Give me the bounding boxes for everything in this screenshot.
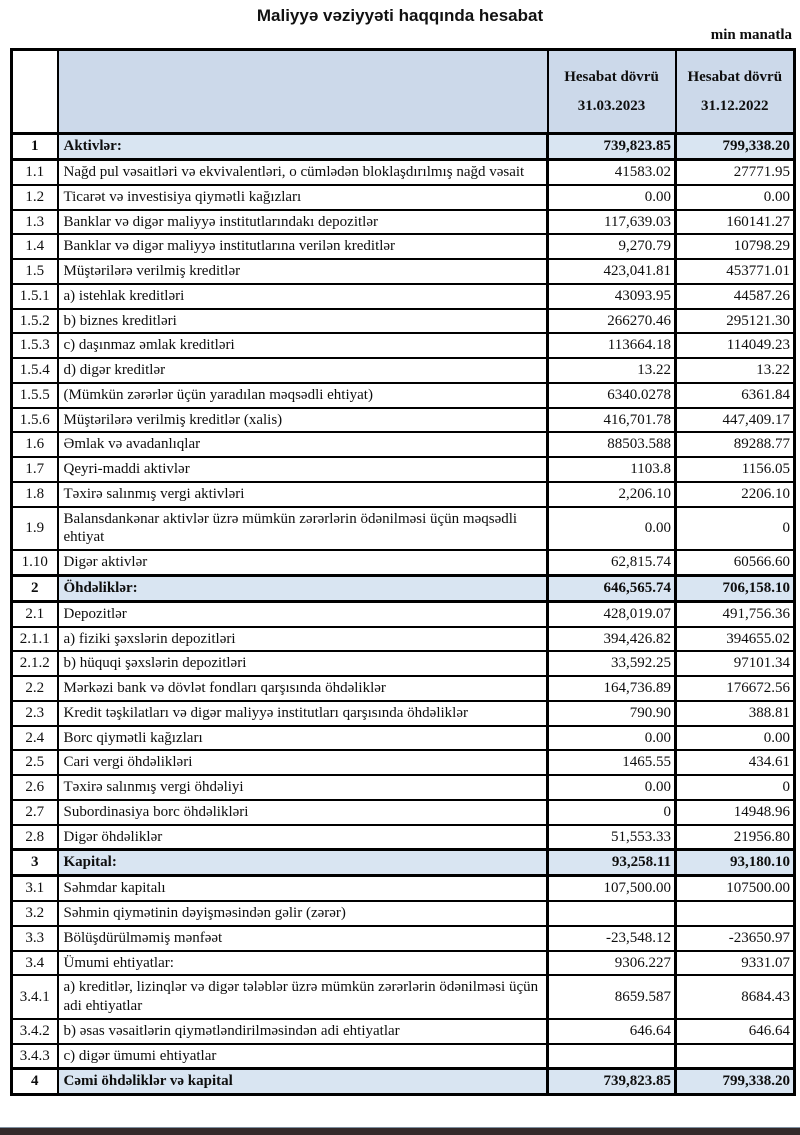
value-2023: 9,270.79 bbox=[548, 234, 676, 259]
row-label: b) əsas vəsaitlərin qiymətləndirilməsindən adi ehtiyatlar bbox=[58, 1019, 548, 1044]
value-2022: 2206.10 bbox=[676, 482, 795, 507]
row-number: 2.2 bbox=[12, 676, 58, 701]
value-2023: 62,815.74 bbox=[548, 550, 676, 575]
row-label: Səhmin qiymətinin dəyişməsindən gəlir (zərər) bbox=[58, 901, 548, 926]
table-row bbox=[12, 926, 795, 951]
value-2022: 89288.77 bbox=[676, 432, 795, 457]
value-2023: 739,823.85 bbox=[548, 1069, 676, 1095]
value-2023: 9306.227 bbox=[548, 951, 676, 976]
row-label: Qeyri-maddi aktivlər bbox=[58, 457, 548, 482]
page-bottom-edge bbox=[0, 1127, 800, 1135]
value-2022: 21956.80 bbox=[676, 825, 795, 850]
corner-cell bbox=[12, 50, 58, 134]
value-2023: 0.00 bbox=[548, 726, 676, 751]
value-2022: 14948.96 bbox=[676, 800, 795, 825]
value-2023: 113664.18 bbox=[548, 333, 676, 358]
row-number: 2.7 bbox=[12, 800, 58, 825]
row-label: Nağd pul vəsaitləri və ekvivalentləri, o cümlədən bloklaşdırılmış nağd vəsait bbox=[58, 160, 548, 185]
row-label: Depozitlər bbox=[58, 601, 548, 626]
row-number: 2.1.2 bbox=[12, 651, 58, 676]
column-header-period-2022 bbox=[676, 50, 795, 134]
row-number: 2.5 bbox=[12, 750, 58, 775]
value-2022 bbox=[676, 901, 795, 926]
value-2023: 423,041.81 bbox=[548, 259, 676, 284]
row-number: 2.4 bbox=[12, 726, 58, 751]
table-row bbox=[12, 676, 795, 701]
row-number: 4 bbox=[12, 1069, 58, 1095]
value-2023: 2,206.10 bbox=[548, 482, 676, 507]
value-2023 bbox=[548, 901, 676, 926]
table-row bbox=[12, 951, 795, 976]
row-number: 2.6 bbox=[12, 775, 58, 800]
row-label: a) fiziki şəxslərin depozitləri bbox=[58, 627, 548, 652]
table-row bbox=[12, 408, 795, 433]
row-label: Mərkəzi bank və dövlət fondları qarşısında öhdəliklər bbox=[58, 676, 548, 701]
table-body bbox=[12, 134, 795, 1095]
value-2022 bbox=[676, 1044, 795, 1069]
header-row bbox=[12, 50, 795, 134]
value-2022: 6361.84 bbox=[676, 383, 795, 408]
value-2022: 447,409.17 bbox=[676, 408, 795, 433]
row-number: 3.4.2 bbox=[12, 1019, 58, 1044]
value-2023: 394,426.82 bbox=[548, 627, 676, 652]
value-2023: 646.64 bbox=[548, 1019, 676, 1044]
value-2022: 107500.00 bbox=[676, 876, 795, 901]
row-number: 1.5 bbox=[12, 259, 58, 284]
row-number: 1.5.3 bbox=[12, 333, 58, 358]
table-row bbox=[12, 701, 795, 726]
row-number: 1.5.5 bbox=[12, 383, 58, 408]
row-label: a) istehlak kreditləri bbox=[58, 284, 548, 309]
row-label: Digər aktivlər bbox=[58, 550, 548, 575]
row-number: 3 bbox=[12, 850, 58, 876]
value-2023: 8659.587 bbox=[548, 975, 676, 1019]
value-2022: 646.64 bbox=[676, 1019, 795, 1044]
page-title: Maliyyə vəziyyəti haqqında hesabat bbox=[256, 6, 544, 25]
value-2022: 10798.29 bbox=[676, 234, 795, 259]
table-row bbox=[12, 309, 795, 334]
table-row bbox=[12, 901, 795, 926]
row-label: Balansdankənar aktivlər üzrə mümkün zərərlərin ödənilməsi üçün məqsədli ehtiyat bbox=[58, 507, 548, 551]
value-2022: 799,338.20 bbox=[676, 134, 795, 160]
row-label: Kapital: bbox=[58, 850, 548, 876]
value-2022: 27771.95 bbox=[676, 160, 795, 185]
row-number: 3.2 bbox=[12, 901, 58, 926]
value-2022: 0.00 bbox=[676, 726, 795, 751]
value-2022: 176672.56 bbox=[676, 676, 795, 701]
row-number: 1.9 bbox=[12, 507, 58, 551]
row-label: Ümumi ehtiyatlar: bbox=[58, 951, 548, 976]
unit-note: min manatla bbox=[710, 27, 792, 43]
row-number: 1.6 bbox=[12, 432, 58, 457]
value-2022: 799,338.20 bbox=[676, 1069, 795, 1095]
table-row bbox=[12, 550, 795, 575]
row-label: Müştərilərə verilmiş kreditlər bbox=[58, 259, 548, 284]
row-label: Subordinasiya borc öhdəlikləri bbox=[58, 800, 548, 825]
value-2022: 97101.34 bbox=[676, 651, 795, 676]
value-2022: 491,756.36 bbox=[676, 601, 795, 626]
column-header-period-2023 bbox=[548, 50, 676, 134]
row-number: 1.5.4 bbox=[12, 358, 58, 383]
value-2022: 13.22 bbox=[676, 358, 795, 383]
description-header-cell bbox=[58, 50, 548, 134]
financial-position-table bbox=[10, 48, 796, 1096]
table-row bbox=[12, 482, 795, 507]
value-2022: 8684.43 bbox=[676, 975, 795, 1019]
row-number: 1.5.6 bbox=[12, 408, 58, 433]
row-label: Öhdəliklər: bbox=[58, 575, 548, 601]
value-2023: 51,553.33 bbox=[548, 825, 676, 850]
section-row bbox=[12, 575, 795, 601]
period-label: Hesabat dövrü bbox=[687, 69, 783, 85]
row-label: (Mümkün zərərlər üçün yaradılan məqsədli ehtiyat) bbox=[58, 383, 548, 408]
table-row bbox=[12, 750, 795, 775]
value-2022: 114049.23 bbox=[676, 333, 795, 358]
value-2023: 0.00 bbox=[548, 507, 676, 551]
value-2022: 295121.30 bbox=[676, 309, 795, 334]
value-2023: 646,565.74 bbox=[548, 575, 676, 601]
row-number: 3.4 bbox=[12, 951, 58, 976]
value-2023: 0.00 bbox=[548, 185, 676, 210]
value-2023: 41583.02 bbox=[548, 160, 676, 185]
row-label: Kredit təşkilatları və digər maliyyə institutları qarşısında öhdəliklər bbox=[58, 701, 548, 726]
period-date: 31.12.2022 bbox=[701, 97, 769, 114]
table-row bbox=[12, 775, 795, 800]
row-number: 1.8 bbox=[12, 482, 58, 507]
table-row bbox=[12, 234, 795, 259]
row-number: 1 bbox=[12, 134, 58, 160]
value-2023: 428,019.07 bbox=[548, 601, 676, 626]
row-number: 1.2 bbox=[12, 185, 58, 210]
row-number: 1.5.1 bbox=[12, 284, 58, 309]
value-2023: 164,736.89 bbox=[548, 676, 676, 701]
row-label: Ticarət və investisiya qiymətli kağızları bbox=[58, 185, 548, 210]
value-2022: 160141.27 bbox=[676, 210, 795, 235]
value-2023: 13.22 bbox=[548, 358, 676, 383]
value-2023: 0 bbox=[548, 800, 676, 825]
value-2023: 266270.46 bbox=[548, 309, 676, 334]
row-number: 1.4 bbox=[12, 234, 58, 259]
row-label: Borc qiymətli kağızları bbox=[58, 726, 548, 751]
row-number: 1.1 bbox=[12, 160, 58, 185]
value-2022: 394655.02 bbox=[676, 627, 795, 652]
row-label: Digər öhdəliklər bbox=[58, 825, 548, 850]
table-row bbox=[12, 457, 795, 482]
table-row bbox=[12, 259, 795, 284]
value-2023: 33,592.25 bbox=[548, 651, 676, 676]
row-number: 3.1 bbox=[12, 876, 58, 901]
row-number: 3.4.3 bbox=[12, 1044, 58, 1069]
value-2023: 416,701.78 bbox=[548, 408, 676, 433]
period-date: 31.03.2023 bbox=[577, 97, 646, 114]
value-2022: -23650.97 bbox=[676, 926, 795, 951]
row-label: c) digər ümumi ehtiyatlar bbox=[58, 1044, 548, 1069]
section-row bbox=[12, 134, 795, 160]
table-row bbox=[12, 800, 795, 825]
table-row bbox=[12, 627, 795, 652]
value-2023 bbox=[548, 1044, 676, 1069]
row-label: b) biznes kreditləri bbox=[58, 309, 548, 334]
row-number: 3.4.1 bbox=[12, 975, 58, 1019]
value-2022: 0.00 bbox=[676, 185, 795, 210]
table-row bbox=[12, 185, 795, 210]
value-2022: 0 bbox=[676, 507, 795, 551]
row-label: d) digər kreditlər bbox=[58, 358, 548, 383]
period-label: Hesabat dövrü bbox=[564, 69, 659, 85]
value-2023: 93,258.11 bbox=[548, 850, 676, 876]
value-2022: 0 bbox=[676, 775, 795, 800]
value-2023: 1465.55 bbox=[548, 750, 676, 775]
row-label: Banklar və digər maliyyə institutlarına verilən kreditlər bbox=[58, 234, 548, 259]
value-2022: 9331.07 bbox=[676, 951, 795, 976]
table-row bbox=[12, 651, 795, 676]
row-number: 1.10 bbox=[12, 550, 58, 575]
table-row bbox=[12, 358, 795, 383]
row-label: Əmlak və avadanlıqlar bbox=[58, 432, 548, 457]
table-row bbox=[12, 210, 795, 235]
value-2022: 1156.05 bbox=[676, 457, 795, 482]
row-label: Səhmdar kapitalı bbox=[58, 876, 548, 901]
table-header bbox=[12, 50, 795, 134]
table-row bbox=[12, 1019, 795, 1044]
row-label: Aktivlər: bbox=[58, 134, 548, 160]
table-row bbox=[12, 1044, 795, 1069]
table-row bbox=[12, 876, 795, 901]
row-number: 2.8 bbox=[12, 825, 58, 850]
table-row bbox=[12, 601, 795, 626]
row-label: b) hüquqi şəxslərin depozitləri bbox=[58, 651, 548, 676]
row-number: 2.1.1 bbox=[12, 627, 58, 652]
value-2023: 117,639.03 bbox=[548, 210, 676, 235]
row-label: Cəmi öhdəliklər və kapital bbox=[58, 1069, 548, 1095]
row-label: Bölüşdürülməmiş mənfəət bbox=[58, 926, 548, 951]
table-row bbox=[12, 160, 795, 185]
row-number: 3.3 bbox=[12, 926, 58, 951]
value-2023: 1103.8 bbox=[548, 457, 676, 482]
row-number: 1.3 bbox=[12, 210, 58, 235]
value-2023: 6340.0278 bbox=[548, 383, 676, 408]
table-row bbox=[12, 507, 795, 551]
row-label: Təxirə salınmış vergi öhdəliyi bbox=[58, 775, 548, 800]
value-2023: 88503.588 bbox=[548, 432, 676, 457]
value-2022: 453771.01 bbox=[676, 259, 795, 284]
section-row bbox=[12, 850, 795, 876]
table-row bbox=[12, 284, 795, 309]
value-2022: 706,158.10 bbox=[676, 575, 795, 601]
value-2022: 60566.60 bbox=[676, 550, 795, 575]
row-label: a) kreditlər, lizinqlər və digər tələblər üzrə mümkün zərərlərin ödənilməsi üçün adi ehtiyatlar bbox=[58, 975, 548, 1019]
table-row bbox=[12, 333, 795, 358]
row-number: 2.1 bbox=[12, 601, 58, 626]
value-2022: 434.61 bbox=[676, 750, 795, 775]
row-number: 1.5.2 bbox=[12, 309, 58, 334]
row-label: c) daşınmaz əmlak kreditləri bbox=[58, 333, 548, 358]
table-row bbox=[12, 975, 795, 1019]
table-row bbox=[12, 432, 795, 457]
row-label: Banklar və digər maliyyə institutlarındakı depozitlər bbox=[58, 210, 548, 235]
value-2023: -23,548.12 bbox=[548, 926, 676, 951]
value-2022: 388.81 bbox=[676, 701, 795, 726]
table-row bbox=[12, 383, 795, 408]
section-row bbox=[12, 1069, 795, 1095]
row-number: 2.3 bbox=[12, 701, 58, 726]
row-number: 1.7 bbox=[12, 457, 58, 482]
table-row bbox=[12, 825, 795, 850]
table-row bbox=[12, 726, 795, 751]
row-number: 2 bbox=[12, 575, 58, 601]
value-2023: 43093.95 bbox=[548, 284, 676, 309]
value-2023: 790.90 bbox=[548, 701, 676, 726]
value-2022: 93,180.10 bbox=[676, 850, 795, 876]
value-2023: 107,500.00 bbox=[548, 876, 676, 901]
value-2022: 44587.26 bbox=[676, 284, 795, 309]
row-label: Müştərilərə verilmiş kreditlər (xalis) bbox=[58, 408, 548, 433]
value-2023: 739,823.85 bbox=[548, 134, 676, 160]
row-label: Cari vergi öhdəlikləri bbox=[58, 750, 548, 775]
value-2023: 0.00 bbox=[548, 775, 676, 800]
row-label: Təxirə salınmış vergi aktivləri bbox=[58, 482, 548, 507]
